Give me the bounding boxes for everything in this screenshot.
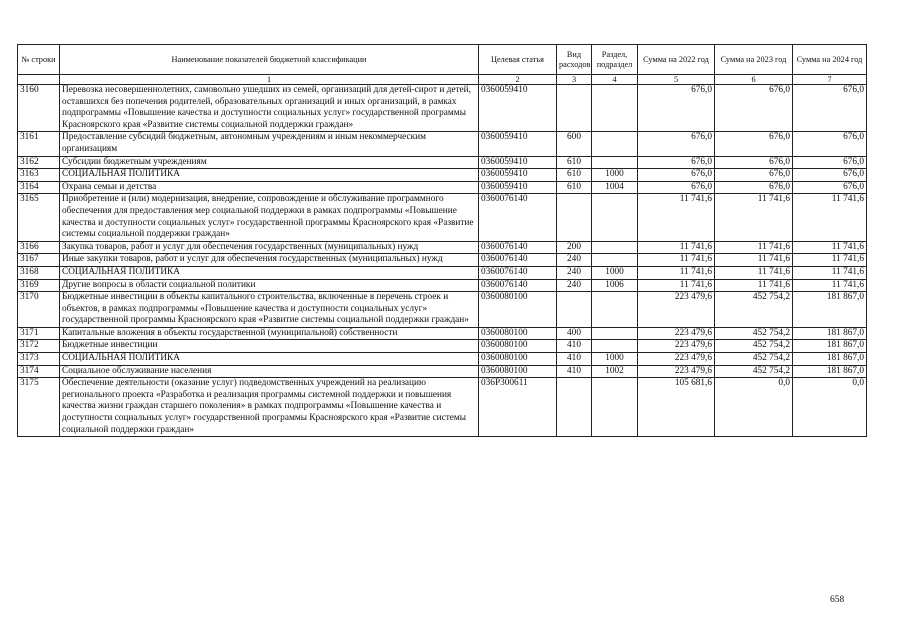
expense-type-cell: 240 (557, 254, 592, 267)
section-cell: 1004 (592, 181, 638, 194)
target-article-cell: 0360080100 (479, 365, 557, 378)
table-row (18, 156, 867, 169)
header-sum-2024: Сумма на 2024 год (793, 45, 867, 75)
target-article-cell: 0360080100 (479, 327, 557, 340)
sum-2024-cell: 676,0 (793, 132, 867, 156)
section-cell (592, 327, 638, 340)
row-number-cell: 3165 (18, 194, 60, 241)
row-number-cell: 3164 (18, 181, 60, 194)
row-number-cell: 3169 (18, 279, 60, 292)
page-number: 658 (830, 595, 845, 605)
target-article-cell: 0360076140 (479, 266, 557, 279)
expense-type-cell: 200 (557, 241, 592, 254)
section-cell: 1000 (592, 266, 638, 279)
row-number-cell: 3172 (18, 340, 60, 353)
column-number: 2 (479, 75, 557, 85)
row-number-cell: 3168 (18, 266, 60, 279)
header-sum-2023: Сумма на 2023 год (715, 45, 793, 75)
row-number-cell: 3166 (18, 241, 60, 254)
sum-2022-cell: 223 479,6 (638, 353, 715, 366)
sum-2022-cell: 223 479,6 (638, 365, 715, 378)
sum-2024-cell: 181 867,0 (793, 365, 867, 378)
expense-type-cell: 610 (557, 169, 592, 182)
target-article-cell: 0360059410 (479, 181, 557, 194)
sum-2022-cell: 11 741,6 (638, 279, 715, 292)
budget-table (17, 44, 867, 437)
expense-type-cell (557, 194, 592, 241)
expense-type-cell: 410 (557, 353, 592, 366)
table-row (18, 279, 867, 292)
target-article-cell: 0360080100 (479, 340, 557, 353)
sum-2022-cell: 676,0 (638, 181, 715, 194)
target-article-cell: 036P300611 (479, 378, 557, 437)
column-number-row (18, 75, 867, 85)
target-article-cell: 0360059410 (479, 156, 557, 169)
target-article-cell: 0360059410 (479, 169, 557, 182)
header-section: Раздел, подраздел (592, 45, 638, 75)
column-number: 4 (592, 75, 638, 85)
table-row (18, 254, 867, 267)
column-number: 5 (638, 75, 715, 85)
section-cell: 1000 (592, 169, 638, 182)
target-article-cell: 0360076140 (479, 254, 557, 267)
row-number-cell: 3160 (18, 85, 60, 132)
column-number (18, 75, 60, 85)
indicator-name-cell: Приобретение и (или) модернизация, внедрение, сопровождение и обслуживание программного обеспечения для предоставления мер социальной поддержки в рамках подпрограммы «Повышение качества и доступности социальных услуг» государственной программы Красноярского края «Развитие системы социальной поддержки граждан» (60, 194, 479, 241)
expense-type-cell: 240 (557, 266, 592, 279)
sum-2024-cell: 181 867,0 (793, 340, 867, 353)
expense-type-cell: 610 (557, 156, 592, 169)
table-row (18, 327, 867, 340)
row-number-cell: 3173 (18, 353, 60, 366)
sum-2022-cell: 105 681,6 (638, 378, 715, 437)
section-cell (592, 241, 638, 254)
sum-2023-cell: 452 754,2 (715, 292, 793, 328)
section-cell: 1002 (592, 365, 638, 378)
table-row (18, 266, 867, 279)
section-cell (592, 378, 638, 437)
sum-2022-cell: 223 479,6 (638, 292, 715, 328)
sum-2022-cell: 11 741,6 (638, 241, 715, 254)
target-article-cell: 0360080100 (479, 292, 557, 328)
sum-2023-cell: 0,0 (715, 378, 793, 437)
sum-2023-cell: 676,0 (715, 169, 793, 182)
sum-2022-cell: 676,0 (638, 85, 715, 132)
sum-2024-cell: 0,0 (793, 378, 867, 437)
sum-2023-cell: 676,0 (715, 181, 793, 194)
expense-type-cell: 410 (557, 365, 592, 378)
expense-type-cell: 400 (557, 327, 592, 340)
sum-2024-cell: 676,0 (793, 85, 867, 132)
sum-2024-cell: 11 741,6 (793, 266, 867, 279)
table-row (18, 85, 867, 132)
indicator-name-cell: СОЦИАЛЬНАЯ ПОЛИТИКА (60, 266, 479, 279)
sum-2022-cell: 11 741,6 (638, 194, 715, 241)
target-article-cell: 0360076140 (479, 194, 557, 241)
sum-2024-cell: 676,0 (793, 181, 867, 194)
row-number-cell: 3170 (18, 292, 60, 328)
sum-2022-cell: 676,0 (638, 156, 715, 169)
column-number: 1 (60, 75, 479, 85)
sum-2022-cell: 223 479,6 (638, 327, 715, 340)
row-number-cell: 3175 (18, 378, 60, 437)
expense-type-cell (557, 378, 592, 437)
sum-2024-cell: 181 867,0 (793, 353, 867, 366)
sum-2024-cell: 181 867,0 (793, 292, 867, 328)
indicator-name-cell: Обеспечение деятельности (оказание услуг) подведомственных учреждений на реализацию регионального проекта «Разработка и реализация программы системной поддержки и повышения качества жизни граждан старшего поколения» в рамках подпрограммы «Повышение качества и доступности социальных услуг» государственной программы Красноярского края «Развитие системы социальной поддержки граждан» (60, 378, 479, 437)
sum-2024-cell: 676,0 (793, 156, 867, 169)
indicator-name-cell: Охрана семьи и детства (60, 181, 479, 194)
table-row (18, 365, 867, 378)
sum-2022-cell: 11 741,6 (638, 254, 715, 267)
table-row (18, 340, 867, 353)
sum-2023-cell: 676,0 (715, 132, 793, 156)
sum-2022-cell: 223 479,6 (638, 340, 715, 353)
row-number-cell: 3167 (18, 254, 60, 267)
sum-2022-cell: 676,0 (638, 169, 715, 182)
indicator-name-cell: Социальное обслуживание населения (60, 365, 479, 378)
table-row (18, 181, 867, 194)
sum-2024-cell: 11 741,6 (793, 241, 867, 254)
table-row (18, 292, 867, 328)
section-cell: 1000 (592, 353, 638, 366)
section-cell (592, 156, 638, 169)
header-expense-type: Вид расходов (557, 45, 592, 75)
table-row (18, 169, 867, 182)
column-number: 6 (715, 75, 793, 85)
sum-2023-cell: 11 741,6 (715, 241, 793, 254)
sum-2024-cell: 11 741,6 (793, 254, 867, 267)
sum-2023-cell: 676,0 (715, 85, 793, 132)
sum-2023-cell: 11 741,6 (715, 254, 793, 267)
sum-2023-cell: 11 741,6 (715, 279, 793, 292)
indicator-name-cell: Бюджетные инвестиции в объекты капитального строительства, включенные в перечень строек и объектов, в рамках подпрограммы «Повышение качества и доступности социальных услуг» государственной программы Красноярского края «Развитие системы социальной поддержки граждан» (60, 292, 479, 328)
indicator-name-cell: Перевозка несовершеннолетних, самовольно ушедших из семей, организаций для детей-сирот и детей, оставшихся без попечения родителей, образовательных организаций и иных организаций, в рамках подпрограммы «Повышение качества и доступности социальных услуг» государственной программы Красноярского края «Развитие системы социальной поддержки граждан» (60, 85, 479, 132)
sum-2022-cell: 676,0 (638, 132, 715, 156)
expense-type-cell: 240 (557, 279, 592, 292)
sum-2023-cell: 11 741,6 (715, 266, 793, 279)
indicator-name-cell: СОЦИАЛЬНАЯ ПОЛИТИКА (60, 169, 479, 182)
column-number: 3 (557, 75, 592, 85)
section-cell (592, 340, 638, 353)
table-row (18, 353, 867, 366)
row-number-cell: 3161 (18, 132, 60, 156)
table-header-row (18, 45, 867, 75)
expense-type-cell (557, 85, 592, 132)
sum-2023-cell: 452 754,2 (715, 327, 793, 340)
target-article-cell: 0360059410 (479, 85, 557, 132)
table-row (18, 378, 867, 437)
indicator-name-cell: Иные закупки товаров, работ и услуг для обеспечения государственных (муниципальных) нужд (60, 254, 479, 267)
section-cell (592, 292, 638, 328)
sum-2023-cell: 11 741,6 (715, 194, 793, 241)
expense-type-cell: 410 (557, 340, 592, 353)
sum-2024-cell: 676,0 (793, 169, 867, 182)
target-article-cell: 0360080100 (479, 353, 557, 366)
sum-2024-cell: 11 741,6 (793, 279, 867, 292)
section-cell (592, 254, 638, 267)
row-number-cell: 3163 (18, 169, 60, 182)
indicator-name-cell: СОЦИАЛЬНАЯ ПОЛИТИКА (60, 353, 479, 366)
expense-type-cell: 600 (557, 132, 592, 156)
sum-2023-cell: 452 754,2 (715, 365, 793, 378)
sum-2023-cell: 452 754,2 (715, 340, 793, 353)
sum-2023-cell: 676,0 (715, 156, 793, 169)
row-number-cell: 3174 (18, 365, 60, 378)
row-number-cell: 3162 (18, 156, 60, 169)
header-row-number: № строки (18, 45, 60, 75)
indicator-name-cell: Бюджетные инвестиции (60, 340, 479, 353)
header-indicator-name: Наименование показателей бюджетной классификации (60, 45, 479, 75)
sum-2024-cell: 11 741,6 (793, 194, 867, 241)
table-row (18, 132, 867, 156)
indicator-name-cell: Закупка товаров, работ и услуг для обеспечения государственных (муниципальных) нужд (60, 241, 479, 254)
column-number: 7 (793, 75, 867, 85)
indicator-name-cell: Предоставление субсидий бюджетным, автономным учреждениям и иным некоммерческим организациям (60, 132, 479, 156)
indicator-name-cell: Капитальные вложения в объекты государственной (муниципальной) собственности (60, 327, 479, 340)
section-cell (592, 85, 638, 132)
indicator-name-cell: Субсидии бюджетным учреждениям (60, 156, 479, 169)
expense-type-cell (557, 292, 592, 328)
sum-2024-cell: 181 867,0 (793, 327, 867, 340)
header-sum-2022: Сумма на 2022 год (638, 45, 715, 75)
table-row (18, 241, 867, 254)
target-article-cell: 0360076140 (479, 279, 557, 292)
indicator-name-cell: Другие вопросы в области социальной политики (60, 279, 479, 292)
section-cell (592, 194, 638, 241)
sum-2023-cell: 452 754,2 (715, 353, 793, 366)
header-target-article: Целевая статья (479, 45, 557, 75)
table-row (18, 194, 867, 241)
section-cell: 1006 (592, 279, 638, 292)
section-cell (592, 132, 638, 156)
expense-type-cell: 610 (557, 181, 592, 194)
row-number-cell: 3171 (18, 327, 60, 340)
target-article-cell: 0360059410 (479, 132, 557, 156)
target-article-cell: 0360076140 (479, 241, 557, 254)
sum-2022-cell: 11 741,6 (638, 266, 715, 279)
